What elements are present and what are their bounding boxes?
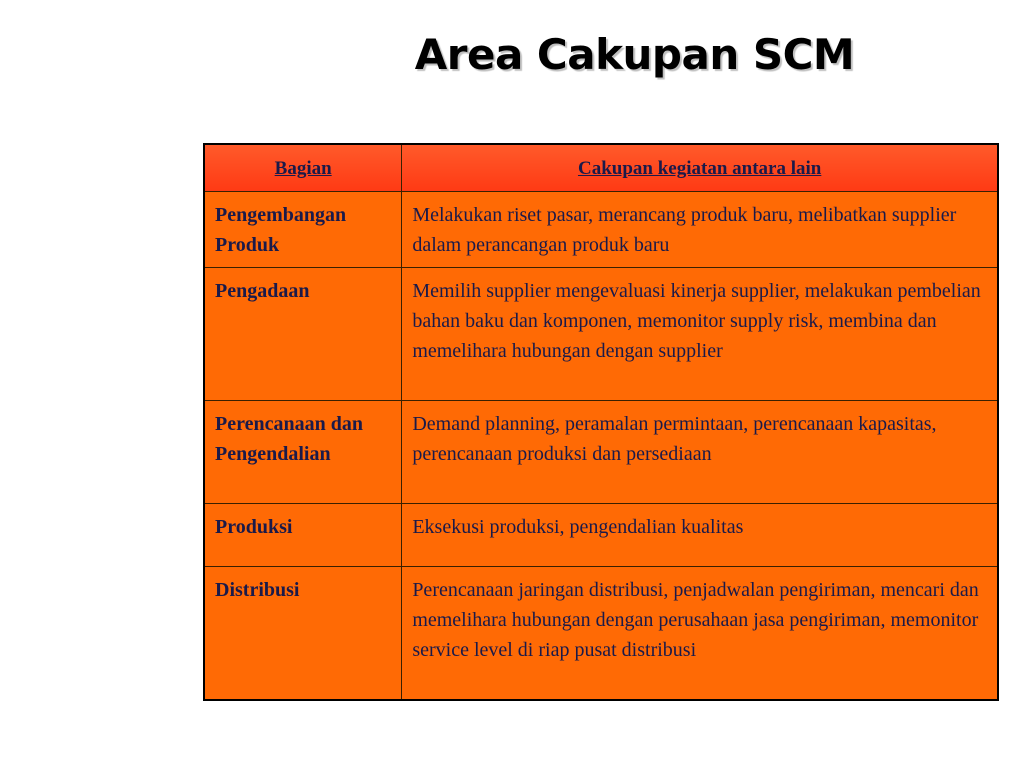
row-scope: Eksekusi produksi, pengendalian kualitas	[402, 504, 998, 567]
row-part: Produksi	[204, 504, 402, 567]
slide-title: Area Cakupan SCM	[414, 30, 855, 79]
table-row	[204, 401, 998, 504]
row-part: Pengembangan Produk	[204, 192, 402, 268]
table-row	[204, 192, 998, 268]
table-header-row	[204, 144, 998, 192]
row-part: Distribusi	[204, 567, 402, 700]
table-row	[204, 504, 998, 567]
row-scope: Memilih supplier mengevaluasi kinerja supplier, melakukan pembelian bahan baku dan komponen, memonitor supply risk, membina dan memelihara hubungan dengan supplier	[402, 268, 998, 401]
row-part: Perencanaan dan Pengendalian	[204, 401, 402, 504]
row-part: Pengadaan	[204, 268, 402, 401]
header-bagian	[204, 144, 402, 192]
header-cakupan	[402, 144, 998, 192]
table-row	[204, 567, 998, 700]
row-scope: Melakukan riset pasar, merancang produk baru, melibatkan supplier dalam perancangan produk baru	[402, 192, 998, 268]
row-scope: Demand planning, peramalan permintaan, perencanaan kapasitas, perencanaan produksi dan persediaan	[402, 401, 998, 504]
scope-table	[203, 143, 999, 701]
table-row	[204, 268, 998, 401]
header-bagian-label: Bagian	[274, 158, 332, 179]
header-cakupan-label: Cakupan kegiatan antara lain	[577, 158, 822, 179]
row-scope: Perencanaan jaringan distribusi, penjadwalan pengiriman, mencari dan memelihara hubungan dengan perusahaan jasa pengiriman, memonitor service level di riap pusat distribusi	[402, 567, 998, 700]
